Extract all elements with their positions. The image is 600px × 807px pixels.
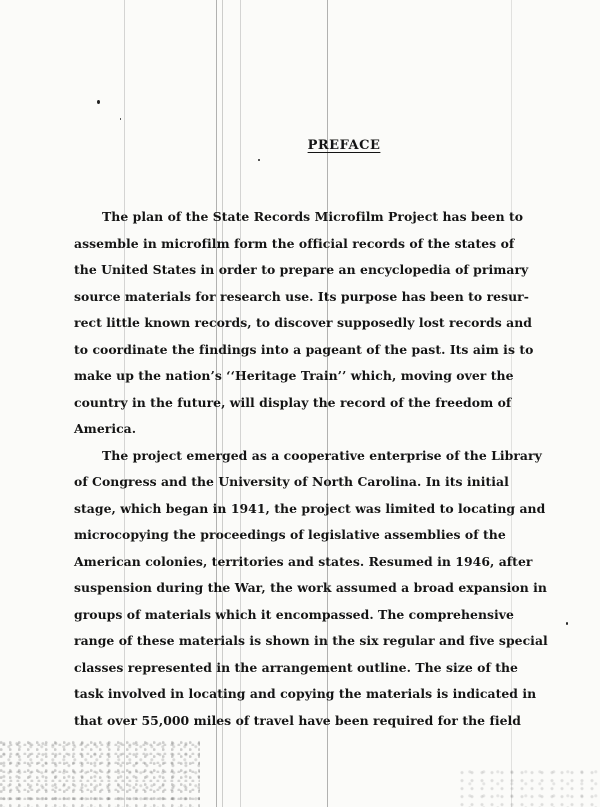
text-line: rect little known records, to discover supposedly lost records and: [74, 315, 533, 330]
text-line: groups of materials which it encompassed. The comprehensive: [74, 606, 514, 622]
text-line: the United States in order to prepare an encyclopedia of primary: [74, 262, 529, 277]
text-line: of Congress and the University of North Carolina. In its initial: [74, 474, 509, 489]
text-line: America.: [74, 421, 137, 436]
body-text: [74, 204, 548, 734]
text-line: stage, which began in 1941, the project was limited to locating and: [74, 500, 546, 516]
scan-speck: [258, 159, 260, 161]
text-line: microcopying the proceedings of legislative assemblies of the: [74, 527, 506, 542]
page-title: PREFACE: [307, 138, 381, 153]
text-line: The project emerged as a cooperative enterprise of the Library: [102, 447, 542, 463]
text-line: source materials for research use. Its purpose has been to resur-: [74, 288, 529, 304]
text-line: assemble in microfilm form the official records of the states of: [74, 235, 515, 251]
text-line: that over 55,000 miles of travel have been required for the field: [74, 712, 521, 728]
text-line: range of these materials is shown in the six regular and five special: [74, 633, 548, 648]
scan-speck: [120, 118, 121, 120]
text-line: to coordinate the findings into a pageant of the past. Its aim is to: [74, 341, 534, 357]
scan-noise: [0, 737, 200, 807]
text-line: make up the nation’s ‘‘Heritage Train’’ which, moving over the: [74, 368, 514, 383]
scan-speck: [566, 622, 568, 625]
text-line: The plan of the State Records Microfilm Project has been to: [102, 209, 524, 224]
text-line: classes represented in the arrangement outline. The size of the: [74, 659, 518, 675]
scan-speck: [97, 100, 100, 104]
text-line: suspension during the War, the work assumed a broad expansion in: [74, 580, 547, 595]
scan-noise: [460, 767, 600, 807]
text-line: country in the future, will display the record of the freedom of: [74, 394, 512, 410]
text-line: task involved in locating and copying the materials is indicated in: [74, 686, 537, 701]
text-line: American colonies, territories and states. Resumed in 1946, after: [74, 553, 533, 569]
